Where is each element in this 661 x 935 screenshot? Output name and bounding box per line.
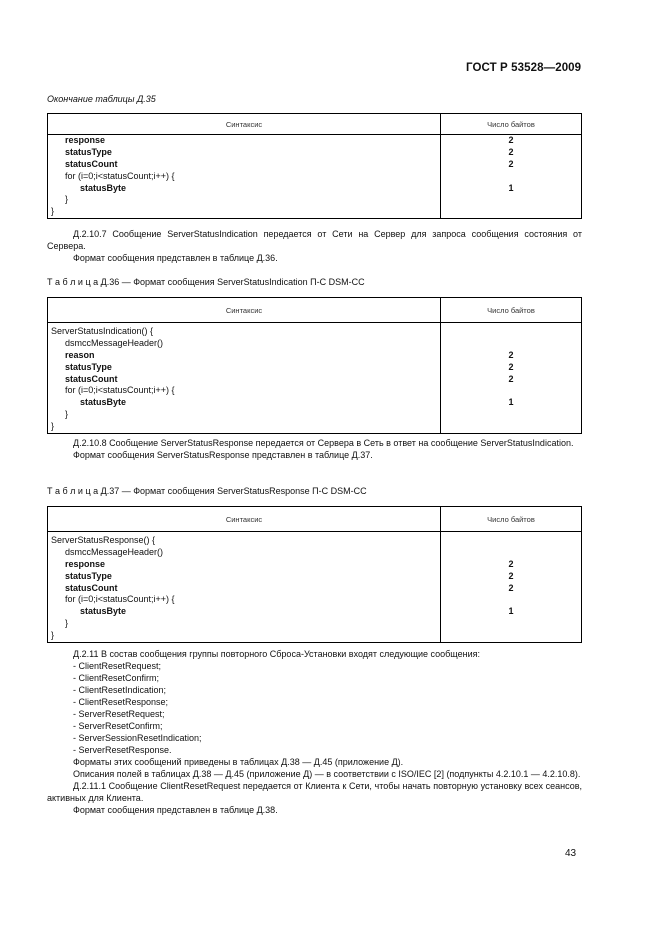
list-item: - ServerSessionResetIndication; bbox=[73, 733, 202, 743]
paragraph-d-2-11: Д.2.11 В состав сообщения группы повторного Сброса-Установки входят следующие сообщения: bbox=[73, 649, 480, 659]
list-item: - ClientResetRequest; bbox=[73, 661, 162, 671]
table-row: statusType bbox=[65, 361, 112, 372]
table-row: } bbox=[65, 194, 69, 205]
table-37-caption: Т а б л и ц а Д.37 — Формат сообщения ServerStatusResponse П-С DSM-CC bbox=[47, 486, 367, 496]
table-row: response bbox=[65, 558, 106, 569]
byte-count bbox=[441, 547, 581, 559]
table-37-bytes-cell bbox=[441, 532, 582, 643]
table-row: ServerStatusIndication() { bbox=[51, 326, 154, 336]
table-row: statusCount bbox=[65, 582, 118, 593]
paragraph-field-descriptions: Описания полей в таблицах Д.38 — Д.45 (приложение Д) — в соответствии с ISO/IEC [2] (подпункты 4.2.10.1 — 4.2.10.8). bbox=[73, 769, 581, 779]
table-row: for (i=0;i<statusCount;i++) { bbox=[65, 594, 175, 605]
table-35 bbox=[47, 113, 582, 219]
byte-count: 2 bbox=[508, 135, 514, 145]
byte-count: 2 bbox=[508, 570, 514, 581]
section-paragraph bbox=[47, 228, 582, 264]
table-36-bytes-cell bbox=[441, 323, 582, 434]
table-37 bbox=[47, 506, 582, 643]
byte-count: 1 bbox=[508, 182, 514, 193]
table-35-header-syntax: Синтаксис bbox=[48, 114, 441, 135]
table-row: response bbox=[65, 135, 106, 145]
table-row: statusCount bbox=[65, 373, 118, 384]
byte-count bbox=[441, 194, 581, 206]
table-row: ServerStatusResponse() { bbox=[51, 535, 156, 545]
byte-count bbox=[441, 535, 581, 547]
list-item: - ClientResetResponse; bbox=[73, 697, 169, 707]
document-code: ГОСТ Р 53528—2009 bbox=[466, 62, 582, 74]
paragraph-format-d36: Формат сообщения представлен в таблице Д.36. bbox=[73, 253, 278, 263]
byte-count bbox=[441, 338, 581, 350]
byte-count: 2 bbox=[508, 349, 514, 360]
byte-count bbox=[441, 594, 581, 606]
paragraph-formats: Форматы этих сообщений приведены в таблицах Д.38 — Д.45 (приложение Д). bbox=[73, 757, 404, 767]
table-36-header-bytes: Число байтов bbox=[441, 298, 582, 323]
byte-count: 2 bbox=[508, 558, 514, 569]
table-row: statusCount bbox=[65, 158, 118, 169]
byte-count: 1 bbox=[508, 397, 514, 408]
list-item: - ServerResetRequest; bbox=[73, 709, 165, 719]
byte-count: 1 bbox=[508, 606, 514, 617]
table-row: } bbox=[51, 630, 55, 641]
byte-count: 2 bbox=[508, 146, 514, 157]
table-37-syntax-cell bbox=[48, 532, 441, 643]
byte-count bbox=[441, 630, 581, 642]
table-row: statusByte bbox=[80, 397, 127, 408]
page-number: 43 bbox=[565, 848, 577, 859]
table-37-header-bytes: Число байтов bbox=[441, 507, 582, 532]
byte-count bbox=[441, 618, 581, 630]
list-item: - ServerResetResponse. bbox=[73, 745, 172, 755]
byte-count bbox=[441, 385, 581, 397]
table-row: reason bbox=[65, 349, 95, 360]
list-item: - ClientResetIndication; bbox=[73, 685, 167, 695]
table-36-header-syntax: Синтаксис bbox=[48, 298, 441, 323]
table-row: statusByte bbox=[80, 606, 127, 617]
table-row: for (i=0;i<statusCount;i++) { bbox=[65, 385, 175, 396]
message-list bbox=[47, 660, 582, 756]
table-row: } bbox=[65, 409, 69, 420]
list-item: - ServerResetConfirm; bbox=[73, 721, 163, 731]
byte-count bbox=[441, 409, 581, 421]
byte-count bbox=[441, 171, 581, 183]
table-row: } bbox=[51, 206, 55, 217]
byte-count bbox=[441, 206, 581, 218]
table-row: statusType bbox=[65, 570, 112, 581]
table-35-syntax-cell bbox=[48, 135, 441, 219]
table-row: for (i=0;i<statusCount;i++) { bbox=[65, 170, 175, 181]
table-36-syntax-cell bbox=[48, 323, 441, 434]
table-row: dsmccMessageHeader() bbox=[65, 546, 164, 557]
paragraph-d-2-10-7: Д.2.10.7 Сообщение ServerStatusIndication передается от Сети на Сервер для запроса сообщения состояния от Сервера. bbox=[47, 229, 582, 251]
table-row: statusByte bbox=[80, 182, 127, 193]
table-row: dsmccMessageHeader() bbox=[65, 337, 164, 348]
table-36-caption: Т а б л и ц а Д.36 — Формат сообщения ServerStatusIndication П-С DSM-CC bbox=[47, 277, 365, 287]
paragraph-format-d38: Формат сообщения представлен в таблице Д.38. bbox=[73, 805, 278, 815]
byte-count: 2 bbox=[508, 582, 514, 593]
byte-count: 2 bbox=[508, 158, 514, 169]
section-paragraph bbox=[47, 437, 582, 461]
table-35-header-bytes: Число байтов bbox=[441, 114, 582, 135]
table-row: } bbox=[51, 421, 55, 432]
byte-count: 2 bbox=[508, 373, 514, 384]
byte-count bbox=[441, 326, 581, 338]
byte-count: 2 bbox=[508, 361, 514, 372]
table-35-bytes-cell bbox=[441, 135, 582, 219]
section-paragraph bbox=[47, 648, 582, 816]
table-35-caption: Окончание таблицы Д.35 bbox=[47, 94, 156, 104]
table-37-header-syntax: Синтаксис bbox=[48, 507, 441, 532]
table-36 bbox=[47, 297, 582, 434]
table-row: } bbox=[65, 618, 69, 629]
list-item: - ClientResetConfirm; bbox=[73, 673, 160, 683]
table-row: statusType bbox=[65, 146, 112, 157]
paragraph-d-2-11-1: Д.2.11.1 Сообщение ClientResetRequest передается от Клиента к Сети, чтобы начать повторную установку всех сеансов, активных для Клиента. bbox=[47, 781, 582, 803]
paragraph-format-d37: Формат сообщения ServerStatusResponse представлен в таблице Д.37. bbox=[73, 450, 373, 460]
paragraph-d-2-10-8: Д.2.10.8 Сообщение ServerStatusResponse передается от Сервера в Сеть в ответ на сообщение ServerStatusIndication. bbox=[73, 438, 574, 448]
byte-count bbox=[441, 421, 581, 433]
